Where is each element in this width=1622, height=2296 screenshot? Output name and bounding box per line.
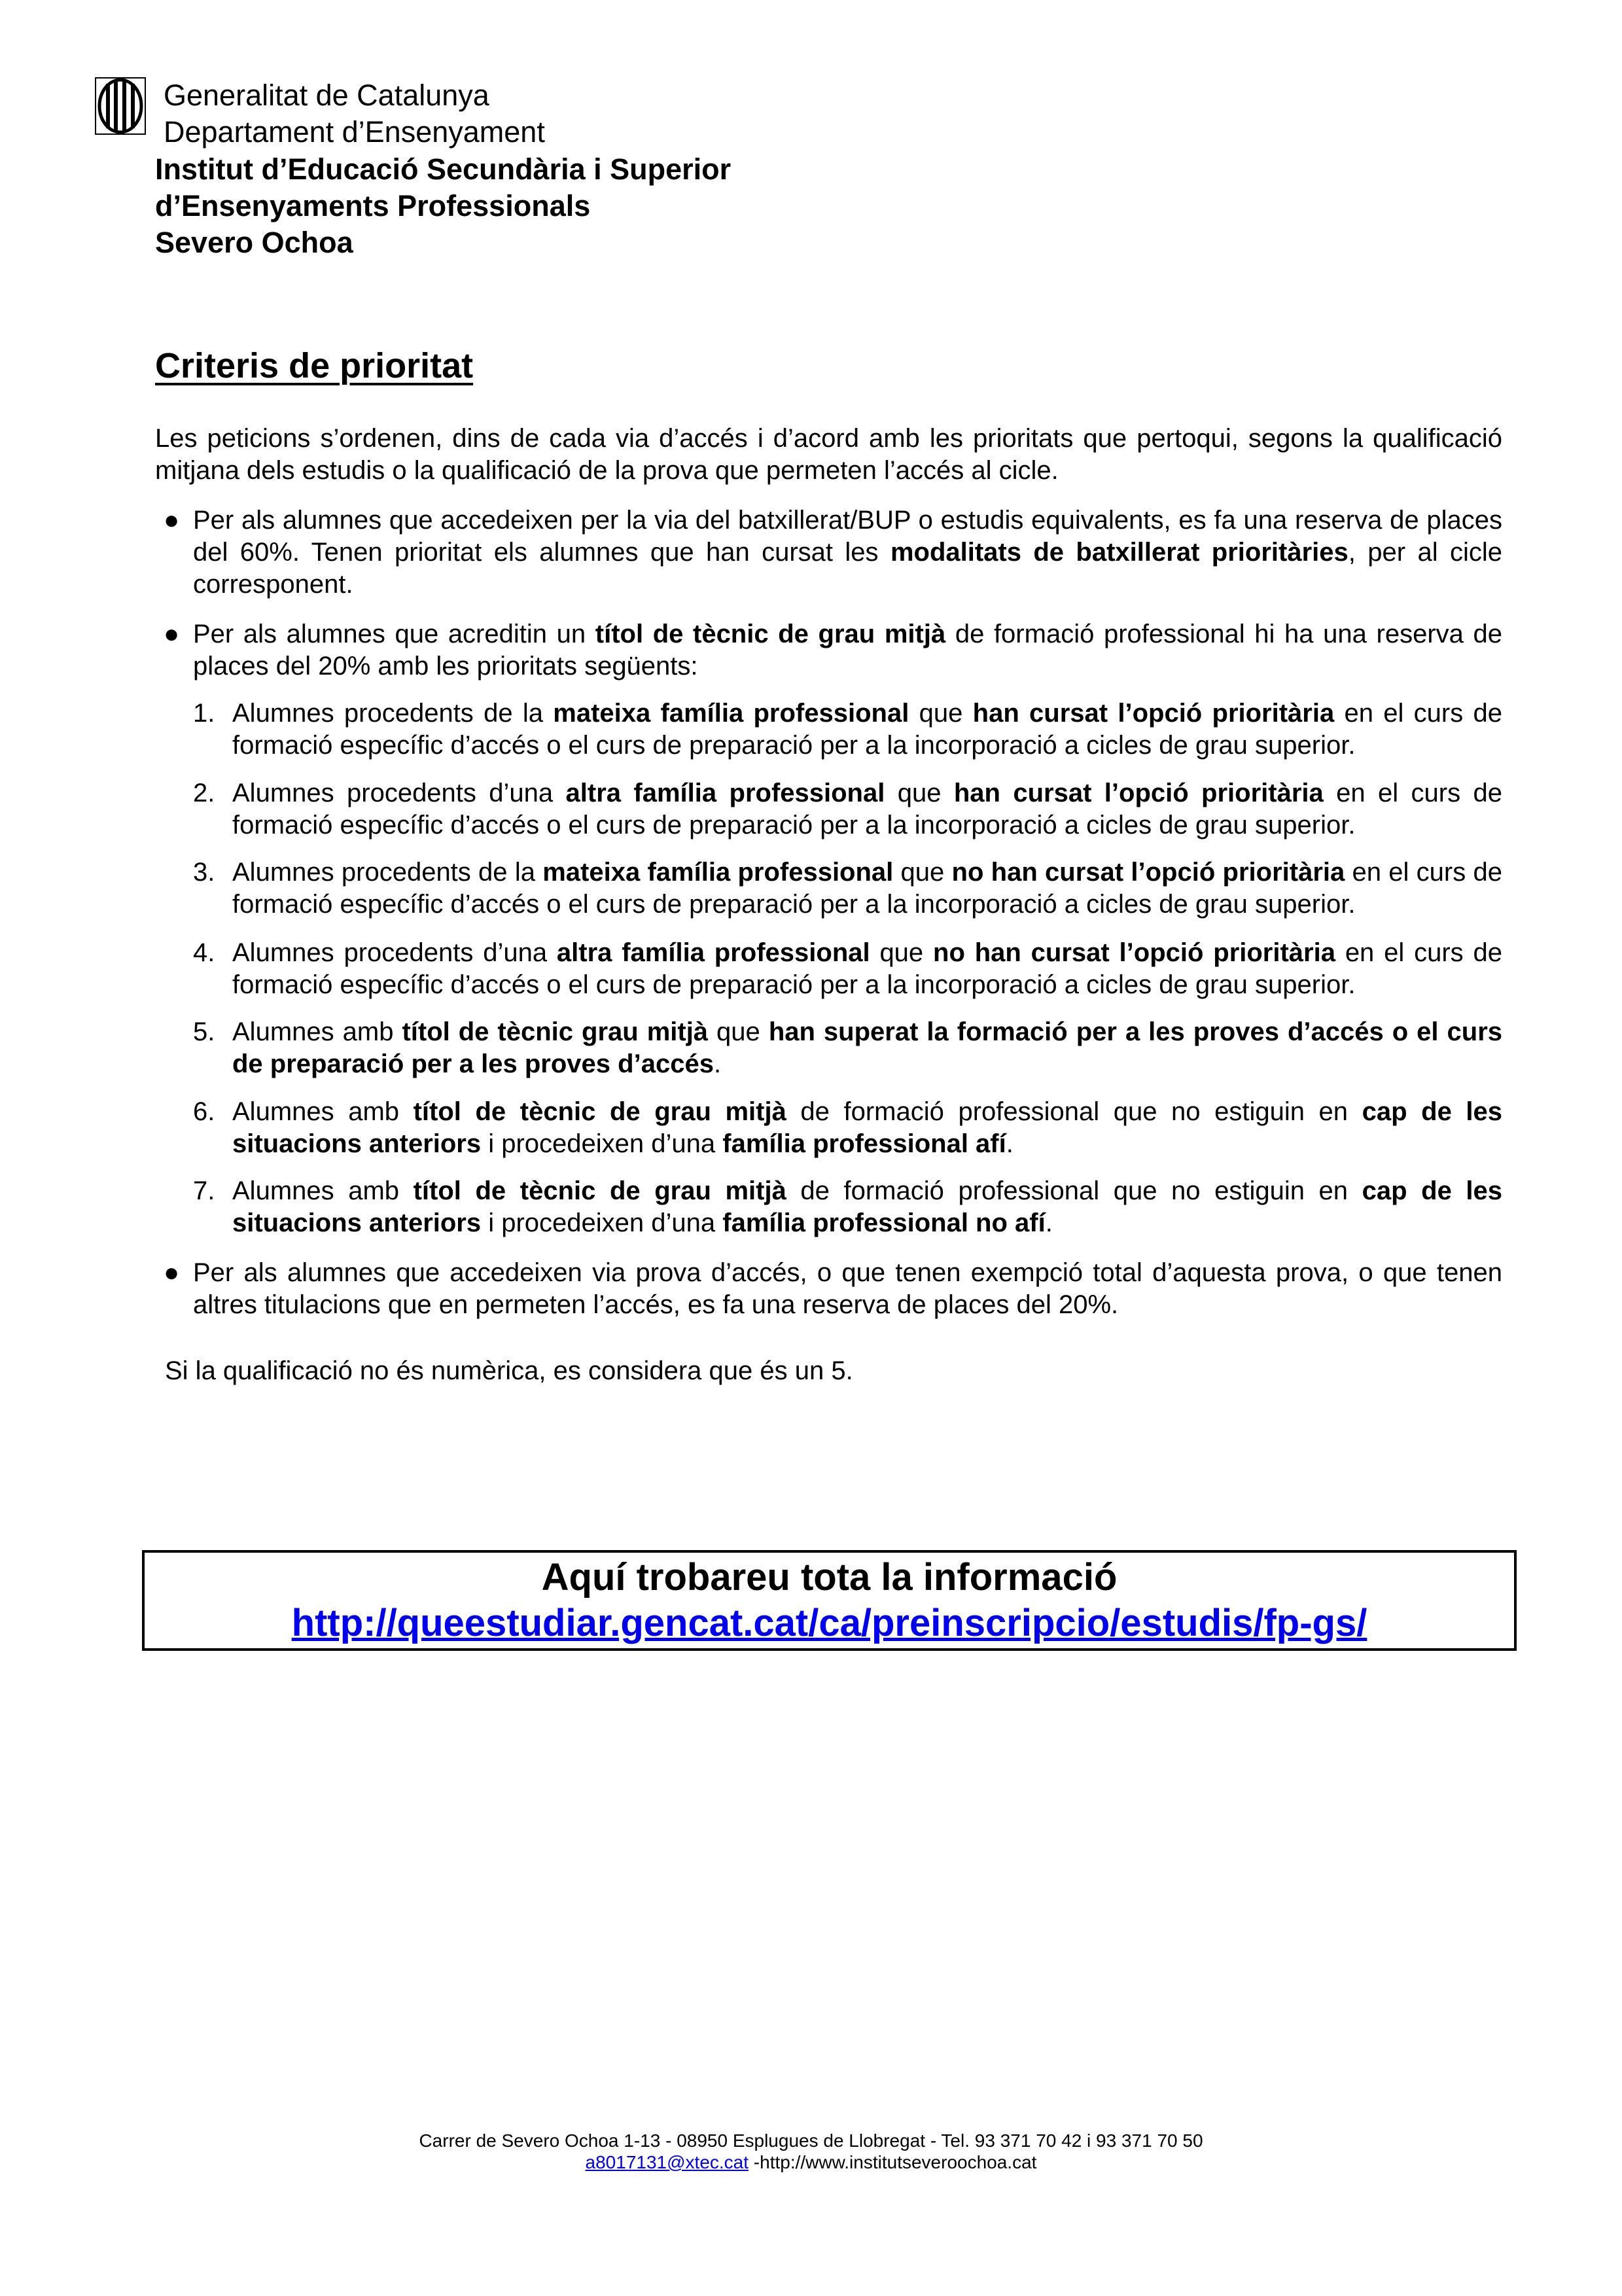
bold-text: títol de tècnic de grau mitjà	[413, 1176, 786, 1205]
bold-text: altra família professional	[556, 938, 870, 967]
bold-text: mateixa família professional	[542, 858, 894, 887]
list-number: 1.	[193, 699, 215, 728]
text: de formació professional que no estiguin en	[786, 1097, 1362, 1126]
bold-text: títol de tècnic grau mitjà	[402, 1017, 709, 1046]
bullet-item	[193, 618, 1502, 682]
bullet-icon: ●	[164, 620, 180, 648]
header-institute-line3: Severo Ochoa	[155, 226, 353, 259]
intro-paragraph: Les peticions s’ordenen, dins de cada via d’accés i d’acord amb les prioritats que pertoqui, segons la qualificació mitjana dels estudis o la qualificació de la prova que permeten l’accés al cicle.	[155, 424, 1502, 485]
footer-email-link[interactable]: a8017131@xtec.cat	[585, 2152, 749, 2172]
bold-text: han superat la formació per a les proves d’accés o el curs de preparació per a les proves d’accés	[232, 1017, 1503, 1078]
numbered-item	[232, 1016, 1502, 1080]
bold-text: títol de tècnic de grau mitjà	[413, 1097, 786, 1126]
header-department: Departament d’Ensenyament	[164, 115, 545, 149]
text: Per als alumnes que acreditin un	[193, 620, 595, 648]
bold-text: han cursat l’opció prioritària	[953, 779, 1324, 807]
numbered-item	[232, 1175, 1502, 1239]
note-paragraph: Si la qualificació no és numèrica, es considera que és un 5.	[165, 1356, 853, 1385]
bold-text: modalitats de batxillerat prioritàries	[890, 538, 1349, 567]
text: i procedeixen d’una	[481, 1209, 723, 1237]
text: .	[1045, 1209, 1053, 1237]
bold-text: família professional no afí	[722, 1209, 1046, 1237]
bold-text: cap de les situacions anteriors	[232, 1176, 1503, 1237]
text: en el curs de formació específic d’accés o el curs de preparació per a la incorporació a cicles de grau superior.	[232, 938, 1502, 999]
numbered-item	[232, 1096, 1502, 1160]
numbered-item	[232, 857, 1502, 921]
list-number: 7.	[193, 1176, 215, 1205]
list-number: 5.	[193, 1017, 215, 1046]
numbered-item	[232, 937, 1502, 1001]
text: Alumnes procedents de la	[232, 699, 554, 728]
text: , per al cicle corresponent.	[193, 538, 1502, 599]
info-box	[142, 1550, 1517, 1651]
text: que	[885, 779, 954, 807]
bold-text: altra família professional	[565, 779, 885, 807]
header-government: Generalitat de Catalunya	[164, 79, 489, 112]
list-number: 2.	[193, 779, 215, 807]
text: i procedeixen d’una	[481, 1129, 723, 1158]
text: en el curs de formació específic d’accés o el curs de preparació per a la incorporació a cicles de grau superior.	[232, 779, 1502, 839]
bullet-icon: ●	[164, 1258, 180, 1287]
list-number: 3.	[193, 858, 215, 887]
text: que	[909, 699, 973, 728]
text: Alumnes amb	[232, 1017, 402, 1046]
text: en el curs de formació específic d’accés o el curs de preparació per a la incorporació a cicles de grau superior.	[232, 858, 1502, 919]
header-institute-line2: d’Ensenyaments Professionals	[155, 189, 591, 222]
list-number: 4.	[193, 938, 215, 967]
text: Per als alumnes que accedeixen via prova d’accés, o que tenen exempció total d’aquesta prova, o que tenen altres titulacions que en permeten l’accés, es fa una reserva de places del 20%.	[193, 1258, 1502, 1319]
text: .	[713, 1050, 722, 1078]
text: Alumnes procedents d’una	[232, 938, 557, 967]
text: que	[893, 858, 952, 887]
text: Alumnes procedents de la	[232, 858, 543, 887]
list-number: 6.	[193, 1097, 215, 1126]
text: .	[1006, 1129, 1014, 1158]
footer	[0, 2130, 1622, 2173]
bold-text: han cursat l’opció prioritària	[972, 699, 1335, 728]
text: Alumnes amb	[232, 1176, 414, 1205]
footer-website: -http://www.institutseveroochoa.cat	[749, 2152, 1037, 2172]
bold-text: no han cursat l’opció prioritària	[951, 858, 1345, 887]
text: de formació professional hi ha una reserva de places del 20% amb les prioritats següents:	[193, 620, 1503, 680]
text: Alumnes amb	[232, 1097, 414, 1126]
text: que	[708, 1017, 769, 1046]
bold-text: títol de tècnic de grau mitjà	[595, 620, 946, 648]
header-institute-line1: Institut d’Educació Secundària i Superior	[155, 152, 732, 186]
text: que	[870, 938, 934, 967]
numbered-item	[232, 777, 1502, 841]
text: de formació professional que no estiguin en	[786, 1176, 1362, 1205]
numbered-item	[232, 698, 1502, 762]
text: Alumnes procedents d’una	[232, 779, 566, 807]
generalitat-logo-icon	[95, 77, 146, 135]
bullet-icon: ●	[164, 506, 180, 535]
text: Per als alumnes que accedeixen per la via del batxillerat/BUP o estudis equivalents, es fa una reserva de places del 60%. Tenen prioritat els alumnes que han cursat les	[193, 506, 1502, 567]
text: en el curs de formació específic d’accés o el curs de preparació per a la incorporació a cicles de grau superior.	[232, 699, 1503, 760]
bold-text: cap de les situacions anteriors	[232, 1097, 1503, 1158]
page-title: Criteris de prioritat	[155, 346, 474, 385]
bold-text: mateixa família professional	[553, 699, 909, 728]
info-box-title: Aquí trobareu tota la informació	[541, 1556, 1118, 1598]
bullet-item	[193, 1257, 1502, 1321]
bold-text: família professional afí	[722, 1129, 1006, 1158]
bold-text: no han cursat l’opció prioritària	[933, 938, 1335, 967]
info-link[interactable]: http://queestudiar.gencat.cat/ca/preinscripcio/estudis/fp-gs/	[291, 1602, 1367, 1644]
footer-address: Carrer de Severo Ochoa 1-13 - 08950 Esplugues de Llobregat - Tel. 93 371 70 42 i 93 371 70 50	[419, 2130, 1203, 2151]
bullet-item	[193, 504, 1502, 601]
